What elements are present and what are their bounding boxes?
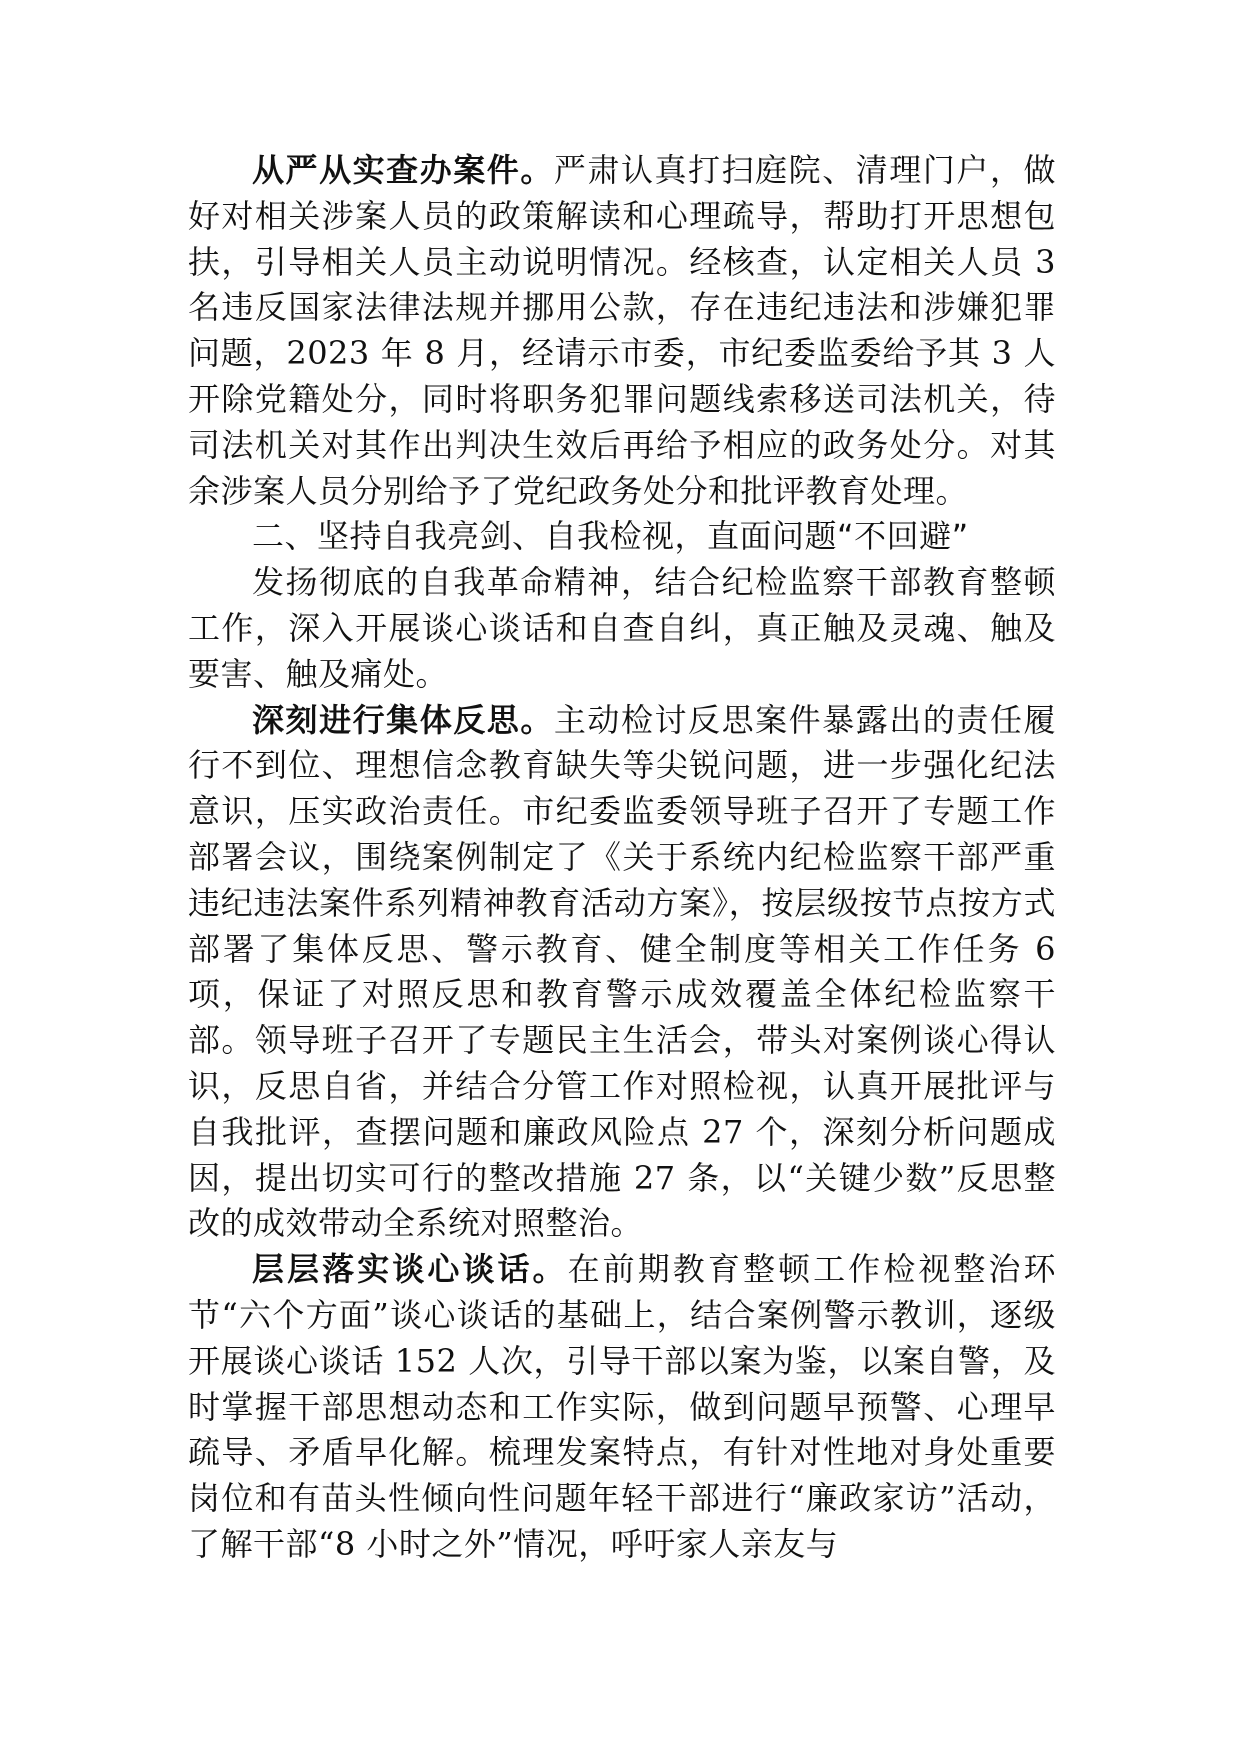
paragraph-case-handling [188, 148, 1056, 514]
paragraph-heart-to-heart-talks [188, 1247, 1056, 1568]
document-body [188, 148, 1056, 1568]
paragraph-collective-reflection [188, 698, 1056, 1248]
paragraph-lead: 层层落实谈心谈话。 [252, 1250, 568, 1289]
paragraph-text: 严肃认真打扫庭院、清理门户，做好对相关涉案人员的政策解读和心理疏导，帮助打开思想包扶，引导相关人员主动说明情况。经核查，认定相关人员 3 名违反国家法律法规并挪用公款，存在违纪违法和涉嫌犯罪问题，2023 年 8 月，经请示市委，市纪委监委给予其 3 人开除党籍处分，同时将职务犯罪问题线索移送司法机关，待司法机关对其作出判决生效后再给予相应的政务处分。对其余涉案人员分别给予了党纪政务处分和批评教育处理。 [188, 151, 1056, 510]
paragraph-self-revolution [188, 560, 1056, 697]
paragraph-text: 发扬彻底的自我革命精神，结合纪检监察干部教育整顿工作，深入开展谈心谈话和自查自纠，真正触及灵魂、触及要害、触及痛处。 [188, 563, 1056, 693]
paragraph-lead: 从严从实查办案件。 [252, 151, 554, 189]
paragraph-lead: 深刻进行集体反思。 [252, 700, 554, 739]
paragraph-text: 在前期教育整顿工作检视整治环节“六个方面”谈心谈话的基础上，结合案例警示教训，逐级开展谈心谈话 152 人次，引导干部以案为鉴，以案自警，及时掌握干部思想动态和工作实际，做到问题早预警、心理早疏导、矛盾早化解。梳理发案特点，有针对性地对身处重要岗位和有苗头性倾向性问题年轻干部进行“廉政家访”活动，了解干部“8 小时之外”情况，呼吁家人亲友与 [188, 1250, 1056, 1563]
section-heading: 二、坚持自我亮剑、自我检视，直面问题“不回避” [252, 517, 969, 556]
paragraph-text: 主动检讨反思案件暴露出的责任履行不到位、理想信念教育缺失等尖锐问题，进一步强化纪法意识，压实政治责任。市纪委监委领导班子召开了专题工作部署会议，围绕案例制定了《关于系统内纪检监察干部严重违纪违法案件系列精神教育活动方案》，按层级按节点按方式部署了集体反思、警示教育、健全制度等相关工作任务 6 项，保证了对照反思和教育警示成效覆盖全体纪检监察干部。领导班子召开了专题民主生活会，带头对案例谈心得认识，反思自省，并结合分管工作对照检视，认真开展批评与自我批评，查摆问题和廉政风险点 27 个，深刻分析问题成因，提出切实可行的整改措施 27 条，以“关键少数”反思整改的成效带动全系统对照整治。 [188, 700, 1056, 1243]
